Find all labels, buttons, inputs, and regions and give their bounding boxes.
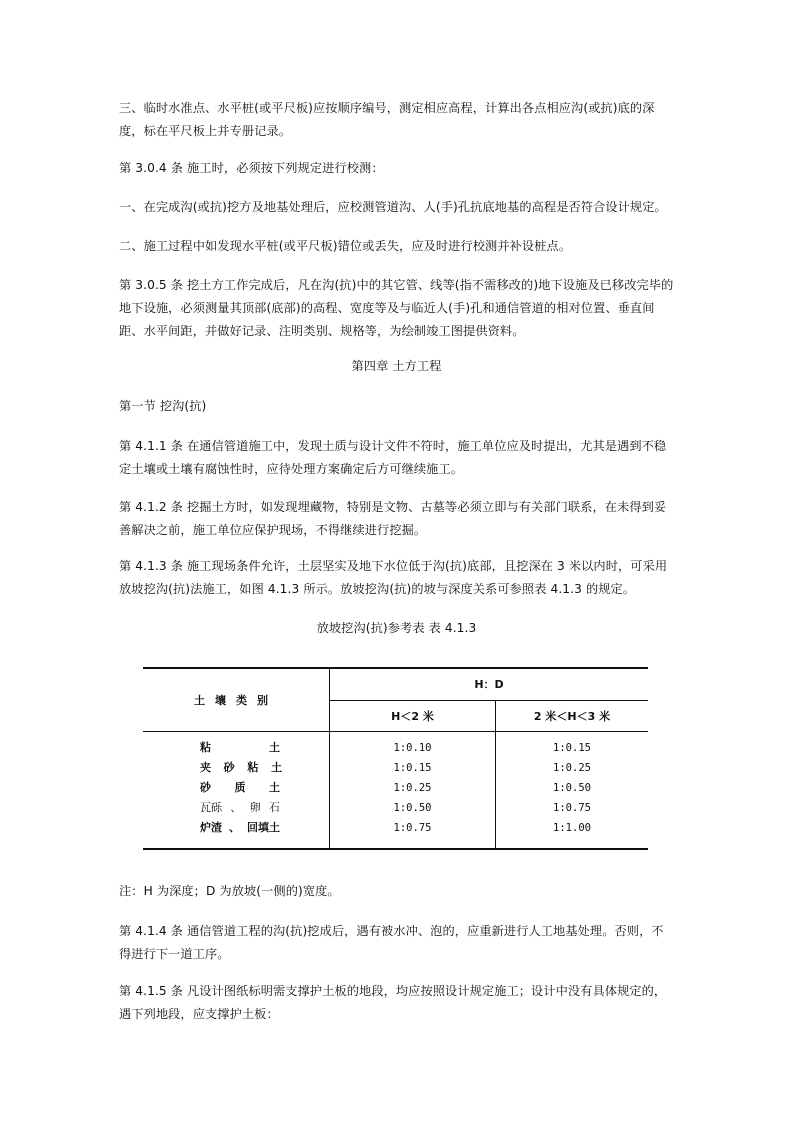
paragraph-check-after-excavation: 一、在完成沟(或抗)挖方及地基处理后，应校测管道沟、人(手)孔抗底地基的高程是否符合设计规定。 <box>119 200 667 214</box>
paragraph-benchmark-numbering: 三、临时水准点、水平桩(或平尺板)应按顺序编号，测定相应高程，计算出各点相应沟(或抗)底的深度，标在平尺板上并专册记录。 <box>119 101 655 138</box>
soil-type-column <box>143 732 330 850</box>
slope-reference-table <box>143 667 648 850</box>
cell-ratio: 1:0.10 <box>393 742 432 754</box>
header-depth-2-to-3m: 2 米＜H＜3 米 <box>496 700 649 731</box>
cell-soil: 石 <box>268 801 280 814</box>
cell-ratio: 1:0.75 <box>393 822 432 834</box>
cell-ratio: 1:0.50 <box>553 782 591 794</box>
cell-ratio: 1:0.25 <box>553 762 591 774</box>
cell-soil: 砂 <box>200 781 211 794</box>
header-depth-under-2m: H＜2 米 <box>330 700 496 731</box>
table-row-label <box>200 758 282 778</box>
cell-soil: 土 <box>269 781 280 794</box>
cell-ratio: 1:0.75 <box>553 802 591 814</box>
paragraph-4-1-4: 第 4.1.4 条 通信管道工程的沟(抗)挖成后，遇有被水冲、泡的，应重新进行人工地基处理。否则，不得进行下一道工序。 <box>119 924 664 961</box>
paragraph-4-1-1: 第 4.1.1 条 在通信管道施工中，发现土质与设计文件不符时，施工单位应及时提出，尤其是遇到不稳定土壤或土壤有腐蚀性时，应待处理方案确定后方可继续施工。 <box>119 439 667 476</box>
paragraph-check-during-construction: 二、施工过程中如发现水平桩(或平尺板)错位或丢失，应及时进行校测并补设桩点。 <box>119 239 572 253</box>
paragraph-4-1-5: 第 4.1.5 条 凡设计图纸标明需支撑护土板的地段，均应按照设计规定施工；设计中没有具体规定的，遇下列地段，应支撑护土板： <box>119 984 667 1021</box>
cell-soil: 粘 <box>200 741 211 754</box>
cell-soil: 土 <box>269 741 280 754</box>
cell-soil: 土 <box>270 761 282 774</box>
section-title: 第一节 挖沟(抗) <box>119 399 207 413</box>
table-row-label <box>200 818 280 838</box>
cell-soil: 质 <box>234 781 246 794</box>
ratio-column-under-2m <box>330 732 496 850</box>
table-row-label <box>200 798 280 818</box>
cell-soil: 瓦砾 <box>200 801 222 814</box>
cell-soil: 卵 <box>249 801 261 814</box>
paragraph-4-1-2: 第 4.1.2 条 挖掘土方时，如发现埋藏物，特别是文物、古墓等必须立即与有关部门联系，在未得到妥善解决之前，施工单位应保护现场，不得继续进行挖掘。 <box>119 500 667 537</box>
paragraph-3-0-4: 第 3.0.4 条 施工时，必须按下列规定进行校测： <box>119 161 384 175</box>
cell-ratio: 1:0.25 <box>393 782 432 794</box>
cell-ratio: 1:1.00 <box>553 822 591 834</box>
cell-ratio: 1:0.15 <box>553 742 591 754</box>
table-row-label <box>200 738 280 758</box>
table-caption: 放坡挖沟(抗)参考表 表 4.1.3 <box>316 621 477 635</box>
header-ratio-group: H：D <box>330 668 649 700</box>
table-note: 注：H 为深度；D 为放坡(一侧的)宽度。 <box>119 884 340 898</box>
cell-soil: 粘 <box>247 761 259 774</box>
paragraph-4-1-3: 第 4.1.3 条 施工现场条件允许，土层坚实及地下水位低于沟(抗)底部，且挖深在 3 米以内时，可采用放坡挖沟(抗)法施工，如图 4.1.3 所示。放坡挖沟(抗)的坡与深度关系可参照表 4.1.3 的规定。 <box>119 559 668 596</box>
ratio-column-2-to-3m <box>496 732 649 850</box>
cell-ratio: 1:0.15 <box>393 762 432 774</box>
cell-soil: 、 <box>229 821 240 834</box>
cell-ratio: 1:0.50 <box>393 802 432 814</box>
header-soil-type: 土壤类别 <box>143 668 330 732</box>
table-row-label <box>200 778 280 798</box>
cell-soil: 、 <box>230 801 242 814</box>
cell-soil: 回填土 <box>247 821 280 834</box>
cell-soil: 夹 <box>200 761 211 774</box>
chapter-title: 第四章 土方工程 <box>351 359 442 373</box>
cell-soil: 炉渣 <box>200 821 222 834</box>
paragraph-3-0-5: 第 3.0.5 条 挖土方工作完成后，凡在沟(抗)中的其它管、线等(指不需移改的)地下设施及已移改完毕的地下设施，必须测量其顶部(底部)的高程、宽度等及与临近人(手)孔和通信管道的相对位置、垂直间距、水平间距，并做好记录、注明类别、规格等，为绘制竣工图提供资料。 <box>119 278 674 338</box>
cell-soil: 砂 <box>223 761 235 774</box>
